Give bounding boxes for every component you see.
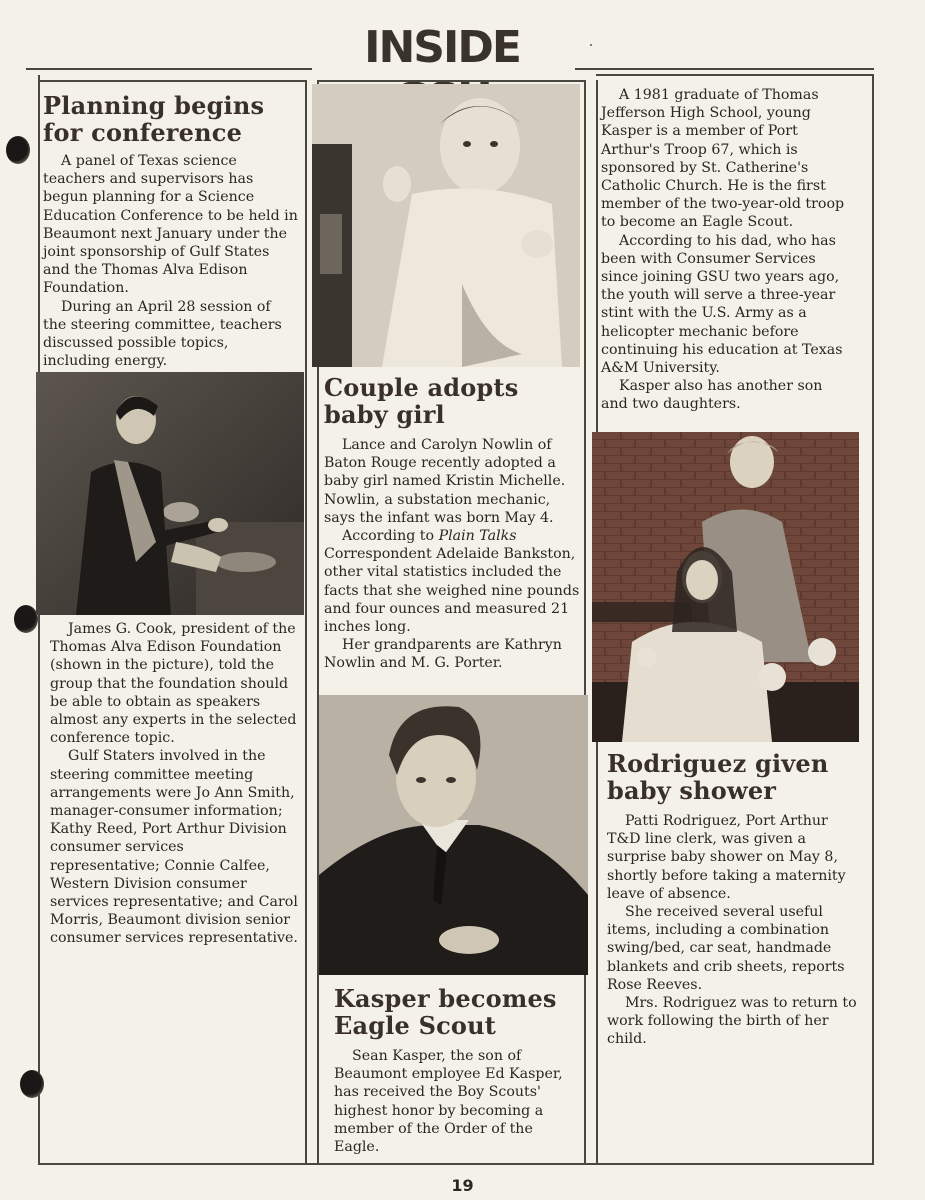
- binder-hole-top: [6, 136, 30, 164]
- article-adopt: [324, 374, 580, 673]
- rodriguez-headline-line2: baby shower: [607, 776, 777, 805]
- planning-paragraph-1: A panel of Texas science teachers and supervisors has begun planning for a Science Education Conference to be held in Beaumont next January under the joint sponsorship of Gulf States and the Thomas Alva Edison Foundation.: [43, 153, 298, 297]
- adopt-p2-after: Correspondent Adelaide Bankston, other vital statistics included the facts that she weighed nine pounds and four ounces and measured 21 inches long.: [324, 546, 580, 636]
- adopt-headline-line2: baby girl: [324, 400, 445, 429]
- adopt-p2-before: According to: [342, 528, 439, 545]
- adopt-paragraph-1: Lance and Carolyn Nowlin of Baton Rouge recently adopted a baby girl named Kristin Michelle. Nowlin, a substation mechanic, says the infant was born May 4.: [324, 437, 566, 526]
- baby-photo-icon: [312, 84, 580, 367]
- frame-top-mid: [317, 80, 585, 82]
- adopt-paragraph-3: Her grandparents are Kathryn Nowlin and M. G. Porter.: [324, 637, 562, 672]
- planning-headline-line1: Planning begins: [43, 91, 265, 120]
- planning-paragraph-2: During an April 28 session of the steering committee, teachers discussed possible topics, including energy.: [43, 298, 282, 370]
- kasper-paragraph-3: According to his dad, who has been with Consumer Services since joining GSU two years ago, the youth will serve a three-year stint with the U.S. Army as a helicopter mechanic before continuing his education at Texas A&M University.: [601, 232, 843, 377]
- planning-paragraph-4: Gulf Staters involved in the steering committee meeting arrangements were Jo Ann Smith, manager-consumer information; Kathy Reed, Port Arthur Division consumer services representative; Connie Calfee, Western Division consumer services representative; and Carol Morris, Beaumont division senior consumer services representative.: [50, 748, 298, 947]
- adopt-paragraph-2: [324, 527, 580, 636]
- masthead: [0, 22, 925, 78]
- speck: [590, 44, 592, 46]
- article-planning: [43, 92, 298, 370]
- kasper-headline: [334, 985, 579, 1039]
- kasper-paragraph-2: A 1981 graduate of Thomas Jefferson High School, young Kasper is a member of Port Arthur's Troop 67, which is sponsored by St. Catherine's Catholic Church. He is the first member of the two-year-old troop to become an Eagle Scout.: [601, 87, 845, 231]
- speaker-photo-icon: [36, 372, 304, 615]
- masthead-rule-right: [575, 68, 874, 70]
- rodriguez-headline: [607, 750, 857, 804]
- shower-photo: [592, 432, 859, 742]
- planning-headline-line2: for conference: [43, 118, 243, 147]
- frame-top-right: [596, 74, 874, 76]
- masthead-title: INSIDE: [364, 22, 520, 73]
- cook-photo: [36, 372, 304, 615]
- rodriguez-paragraph-2: She received several useful items, including a combination swing/bed, car seat, handmade blankets and crib sheets, reports Rose Reeves.: [607, 904, 845, 993]
- frame-left: [38, 80, 40, 1165]
- adopt-headline-line1: Couple adopts: [324, 373, 519, 402]
- kasper-paragraph-4: Kasper also has another son and two daughters.: [601, 378, 823, 413]
- frame-top-left: [38, 80, 306, 82]
- kasper-paragraph-1: Sean Kasper, the son of Beaumont employee Ed Kasper, has received the Boy Scouts' highest honor by becoming a member of the Order of the Eagle.: [334, 1048, 563, 1156]
- kasper-headline-line2: Eagle Scout: [334, 1011, 497, 1040]
- column-rule-1: [305, 80, 307, 1165]
- binder-hole-middle: [14, 605, 38, 633]
- planning-continued: [50, 620, 298, 948]
- baby-photo: [312, 84, 580, 367]
- portrait-photo-icon: [319, 695, 588, 975]
- kasper-continued: [601, 86, 849, 414]
- adopt-headline: [324, 374, 580, 428]
- kasper-headline-line1: Kasper becomes: [334, 984, 557, 1013]
- article-rodriguez: [607, 750, 857, 1049]
- planning-paragraph-3: James G. Cook, president of the Thomas Alva Edison Foundation (shown in the picture), told the group that the foundation should be able to obtain as speakers almost any experts in the selected conference topic.: [50, 621, 297, 747]
- rodriguez-headline-line1: Rodriguez given: [607, 749, 829, 778]
- two-women-photo-icon: [592, 432, 859, 742]
- binder-hole-bottom: [20, 1070, 44, 1098]
- page-number: 19: [451, 1176, 474, 1195]
- rodriguez-paragraph-1: Patti Rodriguez, Port Arthur T&D line clerk, was given a surprise baby shower on May 8, shortly before taking a maternity leave of absence.: [607, 813, 846, 902]
- kasper-photo: [319, 695, 588, 975]
- plain-talks-italic: Plain Talks: [438, 528, 517, 545]
- column-rule-3: [584, 80, 586, 1165]
- article-kasper: [334, 985, 579, 1156]
- masthead-rule-left: [26, 68, 312, 70]
- rodriguez-paragraph-3: Mrs. Rodriguez was to return to work following the birth of her child.: [607, 995, 857, 1048]
- planning-headline: [43, 92, 298, 146]
